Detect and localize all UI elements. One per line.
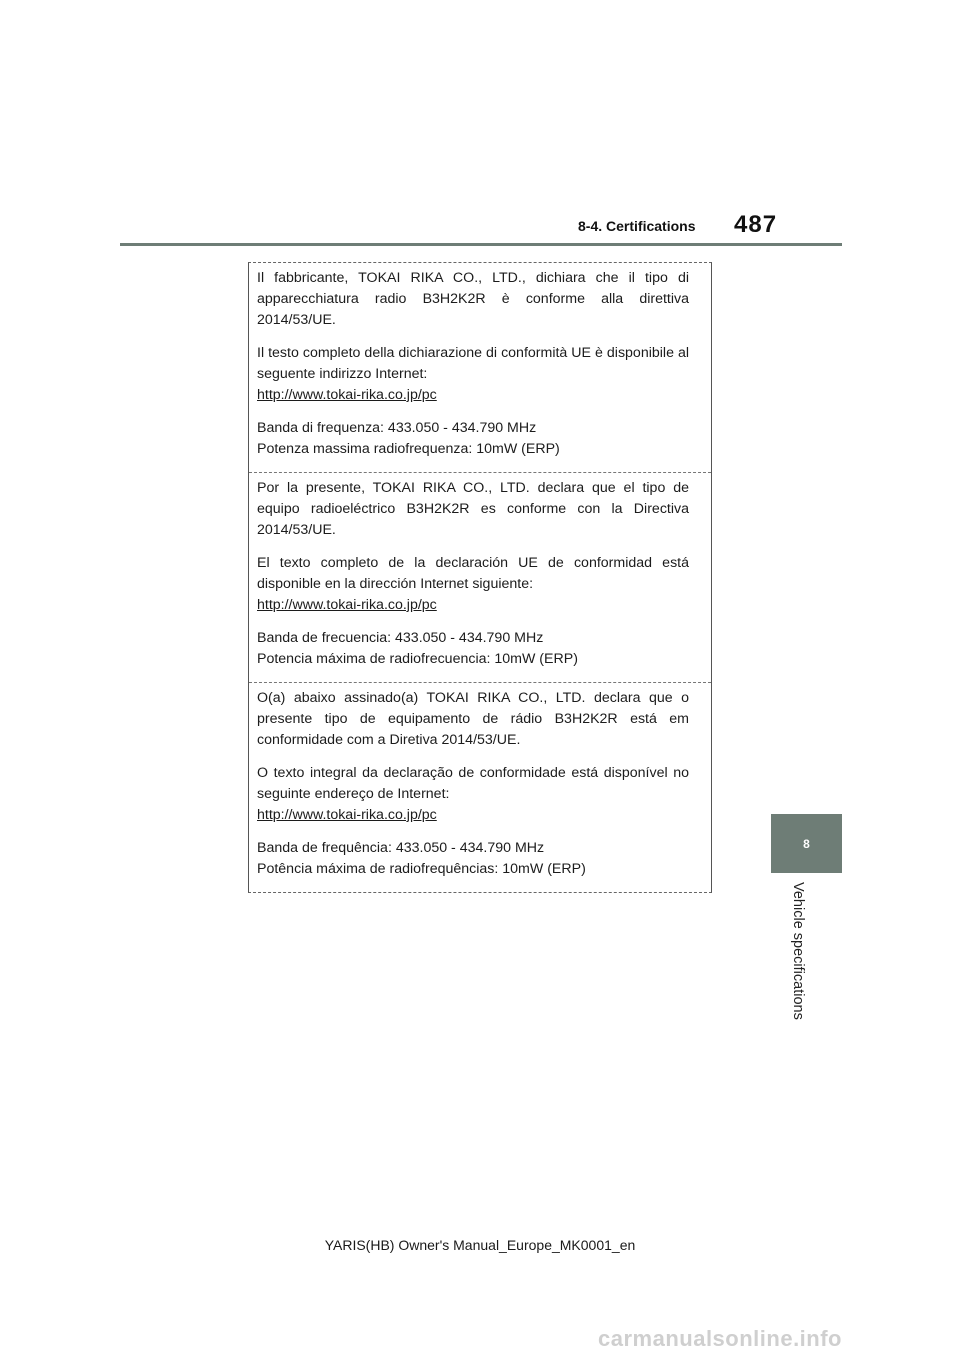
declaration-paragraph: Il fabbricante, TOKAI RIKA CO., LTD., dichiara che il tipo di apparecchiatura radio B3H2K2R è conforme alla direttiva 2014/53/UE. bbox=[257, 270, 689, 328]
certification-link[interactable]: http://www.tokai-rika.co.jp/pc bbox=[257, 807, 437, 823]
page-number: 487 bbox=[734, 211, 778, 238]
full-text-paragraph: Il testo completo della dichiarazione di conformità UE è disponibile al seguente indirizzo Internet: bbox=[257, 345, 689, 382]
max-power: Potencia máxima de radiofrecuencia: 10mW (ERP) bbox=[257, 651, 578, 667]
declaration-paragraph: O(a) abaixo assinado(a) TOKAI RIKA CO., LTD. declara que o presente tipo de equipamento de rádio B3H2K2R está em conformidade com a Diretiva 2014/53/UE. bbox=[257, 690, 689, 748]
page-footer: YARIS(HB) Owner's Manual_Europe_MK0001_en bbox=[324, 1237, 636, 1253]
certification-section-portuguese bbox=[249, 683, 711, 892]
full-text-paragraph: O texto integral da declaração de conformidade está disponível no seguinte endereço de Internet: bbox=[257, 765, 689, 802]
certification-link[interactable]: http://www.tokai-rika.co.jp/pc bbox=[257, 387, 437, 403]
chapter-tab[interactable]: 8 bbox=[771, 814, 842, 873]
frequency-band: Banda de frecuencia: 433.050 - 434.790 MHz bbox=[257, 630, 544, 646]
chapter-label: Vehicle specifications bbox=[790, 882, 806, 1020]
max-power: Potência máxima de radiofrequências: 10mW (ERP) bbox=[257, 861, 586, 877]
declaration-paragraph: Por la presente, TOKAI RIKA CO., LTD. declara que el tipo de equipo radioeléctrico B3H2K2R es conforme con la Directiva 2014/53/UE. bbox=[257, 480, 689, 538]
header-divider bbox=[120, 243, 842, 246]
frequency-band: Banda de frequência: 433.050 - 434.790 MHz bbox=[257, 840, 545, 856]
certification-section-italian bbox=[249, 263, 711, 473]
certification-section-spanish bbox=[249, 473, 711, 683]
section-title: 8-4. Certifications bbox=[578, 218, 696, 234]
frequency-band: Banda di frequenza: 433.050 - 434.790 MHz bbox=[257, 420, 537, 436]
certification-link[interactable]: http://www.tokai-rika.co.jp/pc bbox=[257, 597, 437, 613]
full-text-paragraph: El texto completo de la declaración UE de conformidad está disponible en la dirección Internet siguiente: bbox=[257, 555, 689, 592]
certification-box bbox=[248, 262, 712, 893]
max-power: Potenza massima radiofrequenza: 10mW (ERP) bbox=[257, 441, 560, 457]
watermark: carmanualsonline.info bbox=[598, 1326, 842, 1351]
